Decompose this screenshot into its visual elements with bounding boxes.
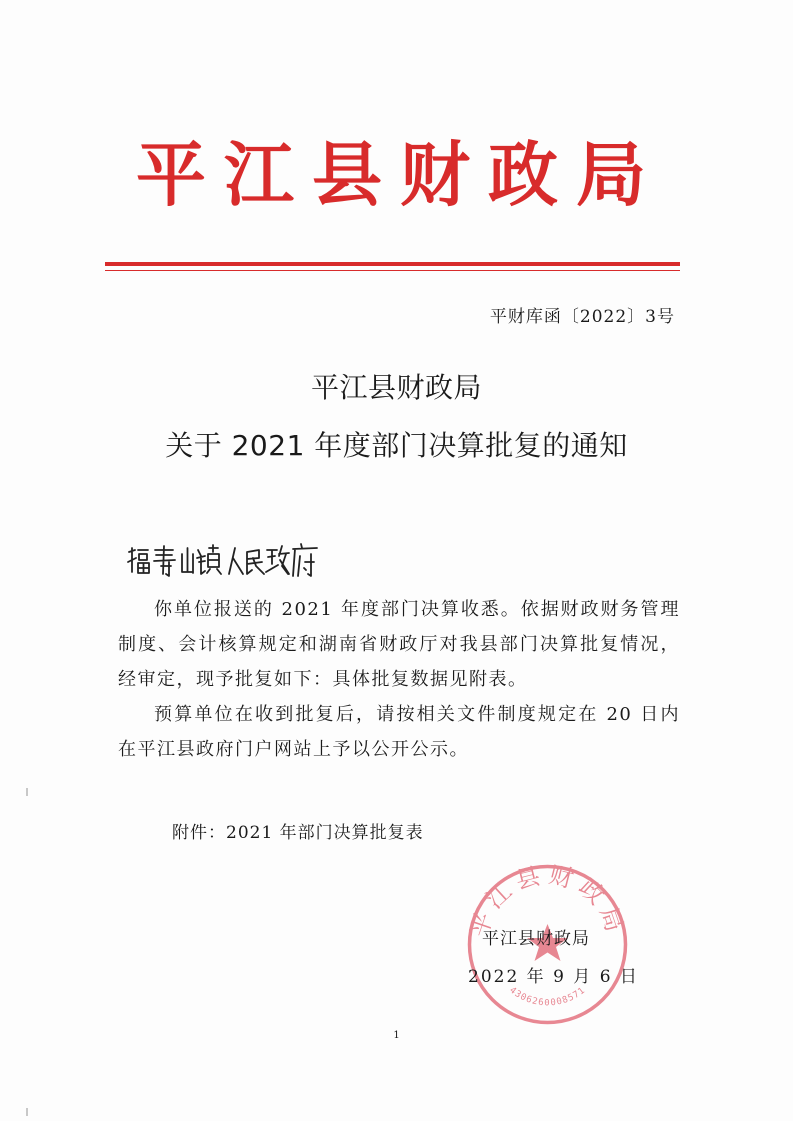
document-body [118,592,680,767]
document-title-line2: 关于 2021 年度部门决算批复的通知 [165,429,628,462]
signature-organization: 平江县财政局 [482,929,590,949]
body-paragraph-1: 你单位报送的 2021 年度部门决算收悉。依据财政财务管理制度、会计核算规定和湖南省财政厅对我县部门决算批复情况，经审定，现予批复如下：具体批复数据见附表。 [118,599,680,690]
svg-text:平江县财政局: 平江县财政局 [465,862,630,941]
svg-text:4306260008571: 4306260008571 [507,985,588,1009]
handwritten-addressee-signature [125,540,325,580]
signature-date: 2022 年 9 月 6 日 [468,967,639,987]
document-title-line1: 平江县财政局 [310,371,482,404]
body-paragraph-2: 预算单位在收到批复后，请按相关文件制度规定在 20 日内在平江县政府门户网站上予以公开公示。 [118,704,680,760]
letterhead-org-name: 平江县财政局 [136,133,664,216]
scan-artifact-mark [26,1108,28,1116]
letterhead-red-rule-thick [105,262,680,266]
letterhead-red-rule-thin [105,270,680,271]
handwritten-addressee [125,540,325,580]
document-number: 平财库函〔2022〕3号 [489,307,675,327]
scan-artifact-mark [26,788,28,796]
attachment-line: 附件：2021 年部门决算批复表 [172,823,424,843]
page-number: 1 [393,1030,400,1041]
